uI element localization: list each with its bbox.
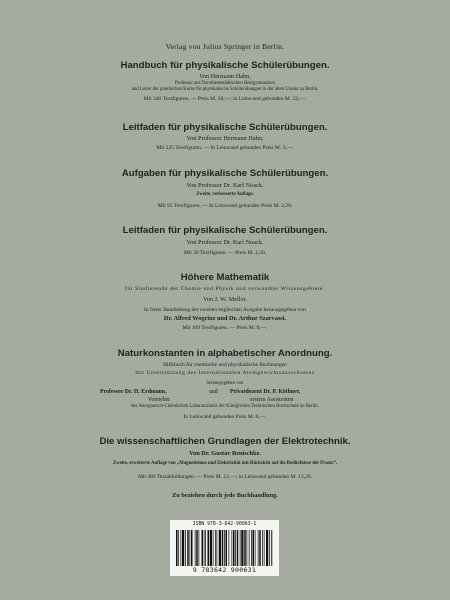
barcode-bar (240, 530, 241, 566)
barcode-bar (232, 530, 233, 566)
barcode-bar (213, 530, 214, 566)
barcode-bar (259, 530, 261, 566)
book-5-title: Höhere Mathematik (180, 272, 270, 283)
book-6-role-right: erstem Assistenten (250, 397, 294, 403)
barcode-bar (181, 530, 182, 566)
isbn-barcode (170, 520, 279, 576)
book-5-author: Von J. W. Mellor. (203, 296, 247, 303)
barcode-bar (199, 530, 200, 566)
barcode-bar (241, 530, 243, 566)
book-3-author: Von Professor Dr. Karl Noack. (186, 182, 264, 189)
barcode-bar (224, 530, 225, 566)
book-4-title: Leitfaden für physikalische Schülerübungen. (122, 225, 328, 236)
barcode-bar (244, 530, 246, 566)
barcode-bar (215, 530, 216, 566)
book-6-role-left: Vorsteher (148, 397, 171, 403)
barcode-bar (229, 530, 230, 566)
book-7-edition: Zweite, erweiterte Auflage von „Magnetismus und Elektrizität mit Rücksicht auf die Bedürfnisse der Praxis“. (113, 461, 337, 466)
book-6-price: In Leinwand gebunden Preis M. 6,—. (183, 414, 267, 420)
barcode-bar (271, 530, 272, 566)
barcode-bar (208, 530, 210, 566)
book-1-author: Von Hermann Hahn, (199, 73, 251, 80)
barcode-bar (247, 530, 248, 566)
barcode-bar (226, 530, 228, 566)
book-6-editor-left: Professor Dr. H. Erdmann, (100, 389, 167, 395)
barcode-bar (235, 530, 236, 566)
barcode-bar (205, 530, 206, 566)
book-1-price: Mit 340 Textfiguren. — Preis M. 20,—; in Leinwand gebunden M. 22,—. (143, 96, 307, 102)
barcode-bar (191, 530, 193, 566)
barcode-bar (269, 530, 270, 566)
book-6-subtitle-2: mit Unterstützung des Internationalen Atomgewichtsausschusses (135, 370, 315, 376)
book-1-detail-2: und Leiter der praktischen Kurse für physikalische Schülerübungen in der alten Urania zu Berlin. (131, 87, 319, 92)
barcode-bar (204, 530, 205, 566)
barcode-bar (190, 530, 191, 566)
book-7-price: Mit 489 Textabbildungen. — Preis M. 12,—; in Leinwand gebunden M. 13,20. (138, 474, 312, 480)
book-7-title: Die wissenschaftlichen Grundlagen der Elektrotechnik. (99, 436, 351, 447)
barcode-bar (176, 530, 178, 566)
book-5-price: Mit 109 Textfiguren. — Preis M. 8,—. (182, 325, 268, 331)
barcode-bar (182, 530, 184, 566)
book-5-subtitle: für Studierende der Chemie und Physik und verwandter Wissensgebiete. (124, 286, 326, 292)
book-6-institution: des Anorganisch-Chemischen Laboratoriums der Königlichen Technischen Hochschule zu Berlin. (131, 404, 319, 409)
publisher-line: Verlag von Julius Springer in Berlin. (165, 42, 285, 51)
barcode-bar (210, 530, 212, 566)
isbn-label: ISBN 978-3-642-90063-1 (192, 522, 257, 527)
barcode-bar (262, 530, 263, 566)
book-4-author: Von Professor Dr. Karl Noack. (186, 239, 264, 246)
barcode-bar (219, 530, 221, 566)
barcode-bar (237, 530, 239, 566)
book-6-subtitle-1: Hilfsbuch für chemische und physikalische Rechnungen (163, 362, 287, 368)
footer-line: Zu beziehen durch jede Buchhandlung. (172, 492, 278, 499)
book-3-edition: Zweite, verbesserte Auflage. (196, 192, 254, 197)
book-6-herausgegeben: herausgegeben von (206, 381, 244, 386)
book-4-price: Mit 36 Textfiguren. — Preis M. 1,20. (183, 250, 267, 256)
barcode-bar (251, 530, 252, 566)
barcode-bar (249, 530, 250, 566)
barcode-bar (196, 530, 198, 566)
book-6-editor-und: und (209, 389, 218, 395)
book-6-title: Naturkonstanten in alphabetischer Anordnung. (117, 348, 333, 359)
barcode-bar (222, 530, 224, 566)
barcode-bar (264, 530, 265, 566)
book-6-editor-right: Privatdozent Dr. P. Köthner, (230, 389, 301, 395)
barcode-bar (217, 530, 218, 566)
barcode-bar (178, 530, 179, 566)
book-1-detail-1: Professor am Dorotheenstädtischen Realgymnasium (174, 81, 276, 86)
book-2-title: Leitfaden für physikalische Schülerübungen. (122, 122, 328, 133)
book-5-detail: In freier Bearbeitung der zweiten englischen Ausgabe herausgegeben von (144, 307, 306, 313)
barcode-bar (258, 530, 259, 566)
book-5-editors: Dr. Alfred Wogrinz und Dr. Arthur Szarvassi. (163, 315, 287, 322)
barcode-bar (233, 530, 235, 566)
book-2-price: Mit 225 Textfiguren. — In Leinwand gebunden Preis M. 3,—. (156, 145, 294, 151)
barcode-bar (187, 530, 189, 566)
barcode-bar (255, 530, 256, 566)
barcode-bar (185, 530, 186, 566)
book-1-title: Handbuch für physikalische Schülerübungen. (120, 60, 330, 71)
barcode-bar (266, 530, 268, 566)
barcode-digits: 9 783642 900631 (192, 566, 257, 574)
book-3-price: Mit 95 Textfiguren. — In Leinwand gebunden Preis M. 2,20. (157, 203, 293, 209)
book-3-title: Aufgaben für physikalische Schülerübungen. (121, 168, 329, 179)
barcode-bars (176, 530, 273, 566)
barcode-bar (195, 530, 196, 566)
book-7-author: Von Dr. Gustav Benischke. (189, 450, 261, 457)
barcode-bar (202, 530, 204, 566)
book-2-author: Von Professor Hermann Hahn. (186, 135, 264, 142)
barcode-bar (253, 530, 255, 566)
